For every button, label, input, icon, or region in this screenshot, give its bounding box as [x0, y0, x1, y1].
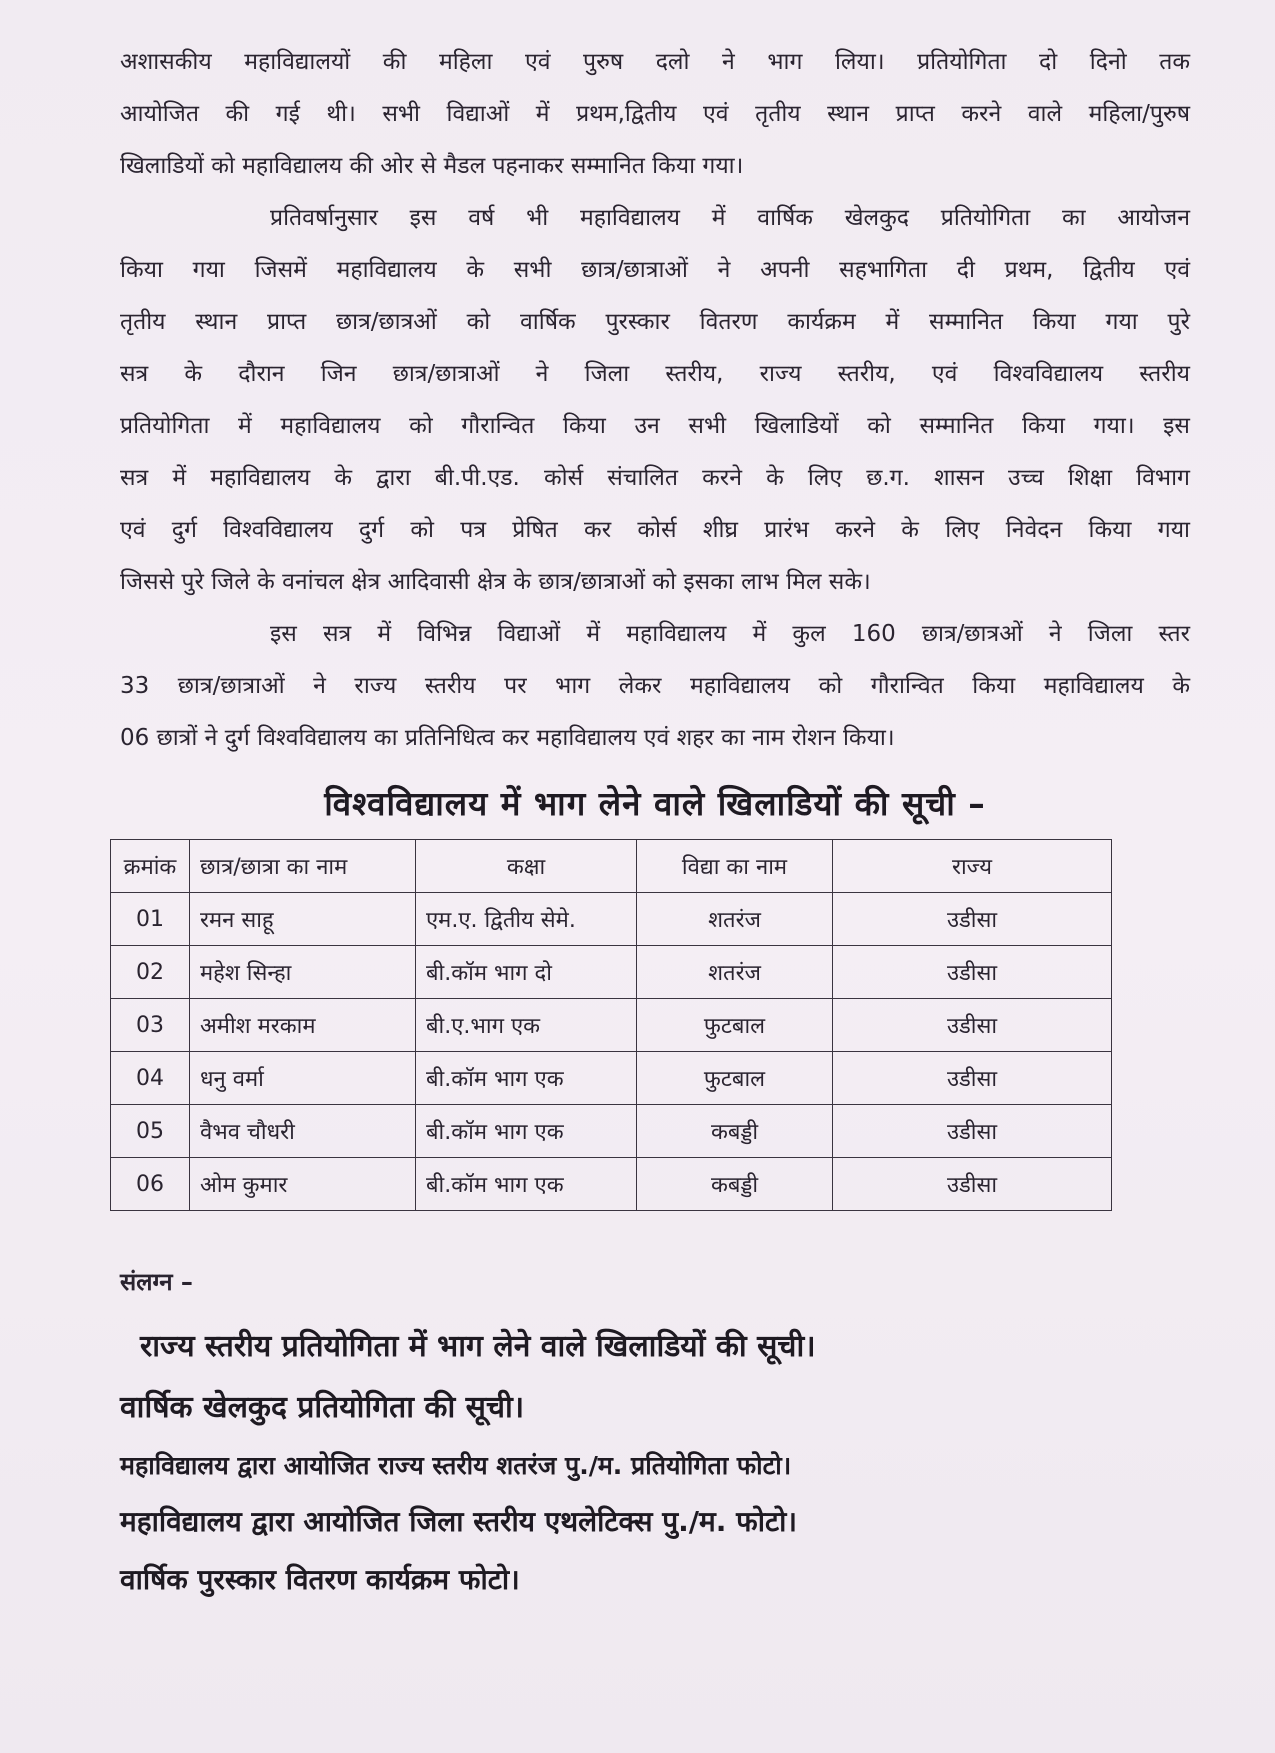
- text-line: तृतीय स्थान प्राप्त छात्र/छात्रओं को वार्षिक पुरस्कार वितरण कार्यक्रम में सम्मानित किया गया पुरे: [120, 309, 1190, 335]
- table-row: [111, 1105, 1112, 1158]
- cell-serial: 02: [111, 946, 190, 999]
- cell-name: अमीश मरकाम: [190, 999, 416, 1052]
- cell-state: उडीसा: [833, 946, 1112, 999]
- text-line: सत्र के दौरान जिन छात्र/छात्राओं ने जिला स्तरीय, राज्य स्तरीय, एवं विश्वविद्यालय स्तरीय: [120, 361, 1190, 387]
- cell-sport: शतरंज: [637, 893, 833, 946]
- cell-state: उडीसा: [833, 999, 1112, 1052]
- cell-name: धनु वर्मा: [190, 1052, 416, 1105]
- col-serial-header: क्रमांक: [111, 840, 190, 893]
- text-line: किया गया जिसमें महाविद्यालय के सभी छात्र/छात्राओं ने अपनी सहभागिता दी प्रथम, द्वितीय एवं: [120, 257, 1190, 283]
- text-line: प्रतियोगिता में महाविद्यालय को गौरान्वित किया उन सभी खिलाडियों को सम्मानित किया गया। इस: [120, 413, 1190, 439]
- cell-serial: 03: [111, 999, 190, 1052]
- cell-serial: 04: [111, 1052, 190, 1105]
- cell-name: ओम कुमार: [190, 1158, 416, 1211]
- col-name-header: छात्र/छात्रा का नाम: [190, 840, 416, 893]
- cell-sport: शतरंज: [637, 946, 833, 999]
- cell-name: रमन साहू: [190, 893, 416, 946]
- text-line: 06 छात्रों ने दुर्ग विश्वविद्यालय का प्रतिनिधित्व कर महाविद्यालय एवं शहर का नाम रोशन किया।: [120, 725, 895, 751]
- table-row: [111, 1052, 1112, 1105]
- cell-sport: कबड्डी: [637, 1105, 833, 1158]
- cell-serial: 06: [111, 1158, 190, 1211]
- players-table: [110, 839, 1112, 1211]
- annex-item: राज्य स्तरीय प्रतियोगिता में भाग लेने वाले खिलाडियों की सूची।: [140, 1329, 816, 1364]
- annex-item: वार्षिक खेलकुद प्रतियोगिता की सूची।: [120, 1390, 525, 1425]
- cell-sport: फुटबाल: [637, 999, 833, 1052]
- text-line: खिलाडियों को महाविद्यालय की ओर से मैडल पहनाकर सम्मानित किया गया।: [120, 153, 744, 179]
- document-body: [120, 36, 1190, 1598]
- paragraph-3: [120, 608, 1190, 764]
- paragraph-2: [120, 192, 1190, 608]
- cell-state: उडीसा: [833, 1158, 1112, 1211]
- cell-class: एम.ए. द्वितीय सेमे.: [416, 893, 637, 946]
- table-row: [111, 893, 1112, 946]
- text-line: इस सत्र में विभिन्न विद्याओं में महाविद्यालय में कुल 160 छात्र/छात्रओं ने जिला स्तर: [270, 621, 1190, 647]
- cell-class: बी.कॉम भाग एक: [416, 1105, 637, 1158]
- cell-name: महेश सिन्हा: [190, 946, 416, 999]
- table-row: [111, 999, 1112, 1052]
- cell-sport: कबड्डी: [637, 1158, 833, 1211]
- cell-name: वैभव चौधरी: [190, 1105, 416, 1158]
- paragraph-1: [120, 36, 1190, 192]
- cell-class: बी.कॉम भाग एक: [416, 1052, 637, 1105]
- cell-sport: फुटबाल: [637, 1052, 833, 1105]
- cell-class: बी.कॉम भाग दो: [416, 946, 637, 999]
- text-line: सत्र में महाविद्यालय के द्वारा बी.पी.एड. कोर्स संचालित करने के लिए छ.ग. शासन उच्च शिक्षा विभाग: [120, 465, 1190, 491]
- cell-serial: 01: [111, 893, 190, 946]
- col-class-header: कक्षा: [416, 840, 637, 893]
- annex-item: महाविद्यालय द्वारा आयोजित राज्य स्तरीय शतरंज पु./म. प्रतियोगिता फोटो।: [120, 1451, 792, 1480]
- col-sport-header: विद्या का नाम: [637, 840, 833, 893]
- cell-state: उडीसा: [833, 1052, 1112, 1105]
- table-row: [111, 1158, 1112, 1211]
- text-line: अशासकीय महाविद्यालयों की महिला एवं पुरुष दलो ने भाग लिया। प्रतियोगिता दो दिनो तक: [120, 49, 1190, 75]
- annex-item: महाविद्यालय द्वारा आयोजित जिला स्तरीय एथलेटिक्स पु./म. फोटो।: [120, 1505, 797, 1538]
- text-line: प्रतिवर्षानुसार इस वर्ष भी महाविद्यालय में वार्षिक खेलकुद प्रतियोगिता का आयोजन: [270, 205, 1190, 231]
- table-row: [111, 946, 1112, 999]
- table-heading: विश्वविद्यालय में भाग लेने वाले खिलाडियों की सूची –: [324, 784, 986, 823]
- cell-class: बी.कॉम भाग एक: [416, 1158, 637, 1211]
- text-line: आयोजित की गई थी। सभी विद्याओं में प्रथम,द्वितीय एवं तृतीय स्थान प्राप्त करने वाले महिला/पुरुष: [120, 101, 1190, 127]
- cell-class: बी.ए.भाग एक: [416, 999, 637, 1052]
- col-state-header: राज्य: [833, 840, 1112, 893]
- cell-state: उडीसा: [833, 893, 1112, 946]
- text-line: 33 छात्र/छात्राओं ने राज्य स्तरीय पर भाग लेकर महाविद्यालय को गौरान्वित किया महाविद्यालय के: [120, 673, 1190, 699]
- annex-item: वार्षिक पुरस्कार वितरण कार्यक्रम फोटो।: [120, 1563, 520, 1596]
- cell-state: उडीसा: [833, 1105, 1112, 1158]
- text-line: जिससे पुरे जिले के वनांचल क्षेत्र आदिवासी क्षेत्र के छात्र/छात्राओं को इसका लाभ मिल सके।: [120, 569, 871, 595]
- annex-label: संलग्न –: [120, 1268, 193, 1296]
- cell-serial: 05: [111, 1105, 190, 1158]
- table-header-row: [111, 840, 1112, 893]
- text-line: एवं दुर्ग विश्वविद्यालय दुर्ग को पत्र प्रेषित कर कोर्स शीघ्र प्रारंभ करने के लिए निवेदन किया गया: [120, 517, 1190, 543]
